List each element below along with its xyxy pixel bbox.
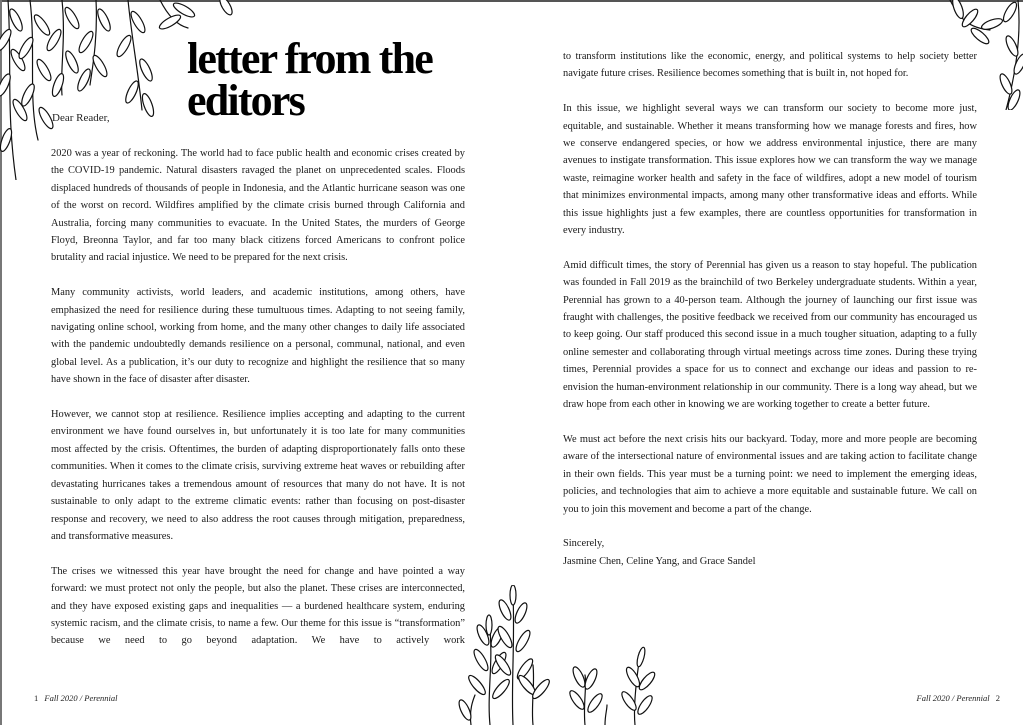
paragraph: Amid difficult times, the story of Perennial has given us a reason to stay hopeful. The publication was founded in Fall 2019 as the brainchild of two Berkeley undergraduate students. Within a year, Perennial has grown to a 40-person team. Although the journey of launching our first issue was fraught with challenges, the positive feedback we received from our community has encouraged us to keep going. Our staff produced this second issue in a much tougher situation, adapting to a fully online semester and collaborating through virtual meetings across time zones. During these trying times, Perennial provides a space for us to connect and exchange our ideas and passion to re-envision the human-environment relationship in our community. There is a long way ahead, but we draw hope from each other in knowing we are working together to create a better future. — [563, 259, 977, 411]
footer-label: Fall 2020 / Perennial — [44, 693, 118, 703]
title-line-1: letter from the — [187, 34, 433, 83]
footer-right — [917, 693, 1004, 703]
paragraph: The crises we witnessed this year have brought the need for change and have pointed a way forward: we must protect not only the people, but also the planet. These crises are interconnected, and they have exposed existing gaps and inequalities — a burdened healthcare system, enduring systemic racism, and the climate crisis, to name a few. Our theme for this issue is “transformation” because we need to go beyond adaptation. We have to actively work — [51, 565, 465, 647]
salutation: Dear Reader, — [52, 112, 110, 124]
paragraph: Many community activists, world leaders, and academic institutions, among others, have emphasized the need for resilience during these tumultuous times. Adapting to not seeing family, navigating online school, working from home, and the many other changes to daily life associated with the pandemic undoubtedly demands resilience on a personal, communal, national, and even global level. As a publication, it’s our duty to recognize and highlight the resilience that so many have shown in the face of disaster after disaster. — [51, 287, 465, 386]
paragraph: to transform institutions like the economic, energy, and political systems to help society better navigate future crises. Resilience becomes something that is built in, not hoped for. — [563, 51, 977, 80]
footer-label: Fall 2020 / Perennial — [916, 693, 990, 703]
footer-left — [30, 693, 117, 703]
page-title — [187, 34, 433, 125]
signatures: Jasmine Chen, Celine Yang, and Grace Sandel — [563, 555, 756, 567]
lavender-sprigs-bottom-icon — [455, 585, 675, 725]
page-number: 2 — [995, 693, 1000, 703]
paragraph: We must act before the next crisis hits our backyard. Today, more and more people are becoming aware of the intersectional nature of environmental issues and are taking action to facilitate change in their own fields. This year must be a turning point: we need to implement the emerging ideas, policies, and technologies that aim to achieve a more equitable and sustainable future. We call on you to join this movement and become a part of the change. — [563, 433, 977, 515]
page-number: 1 — [34, 693, 39, 703]
closing: Sincerely, — [563, 538, 605, 550]
paragraph: 2020 was a year of reckoning. The world had to face public health and economic crises created by the COVID-19 pandemic. Natural disasters ravaged the planet on unprecedented scales. Floods displaced hundreds of thousands of people in Indonesia, and the Atlantic hurricane season was one of the worst on record. Wildfires amplified by the climate crisis burned through California and Australia, forcing many communities to evacuate. In the United States, the murders of George Floyd, Breonna Taylor, and far too many black citizens forced Americans to confront police brutality and racial injustice. We need to be prepared for the next crisis. — [51, 148, 465, 264]
title-line-2: editors — [187, 76, 304, 125]
right-column — [563, 48, 977, 570]
paragraph: However, we cannot stop at resilience. Resilience implies accepting and adapting to the current environment we have found ourselves in, but unfortunately it is too late for many communities most affected by the crisis. Oftentimes, the burden of adapting disproportionately falls onto these communities. When it comes to the climate crisis, surviving extreme heat waves or rebuilding after devastating hurricanes takes a tremendous amount of resources that many do not have. It is not sustainable to only adapt to the extreme climatic events: rather than focusing on post-disaster response and recovery, we need to also address the root causes through mitigation, preparedness, and transformative measures. — [51, 409, 465, 542]
left-column — [51, 145, 465, 667]
paragraph: In this issue, we highlight several ways we can transform our society to become more just, equitable, and sustainable. Whether it means transforming how we manage forests and fires, how we conserve endangered species, or how we address environmental injustice, there are many avenues to instigate transformation. This issue explores how we can transform the way we manage waste, reimagine worker health and safety in the face of wildfires, adopt a new model of tourism that minimizes environmental impacts, among many other transformative ideas and efforts. While this issue highlights just a few examples, there are countless opportunities for transformation in every industry. — [563, 103, 977, 237]
